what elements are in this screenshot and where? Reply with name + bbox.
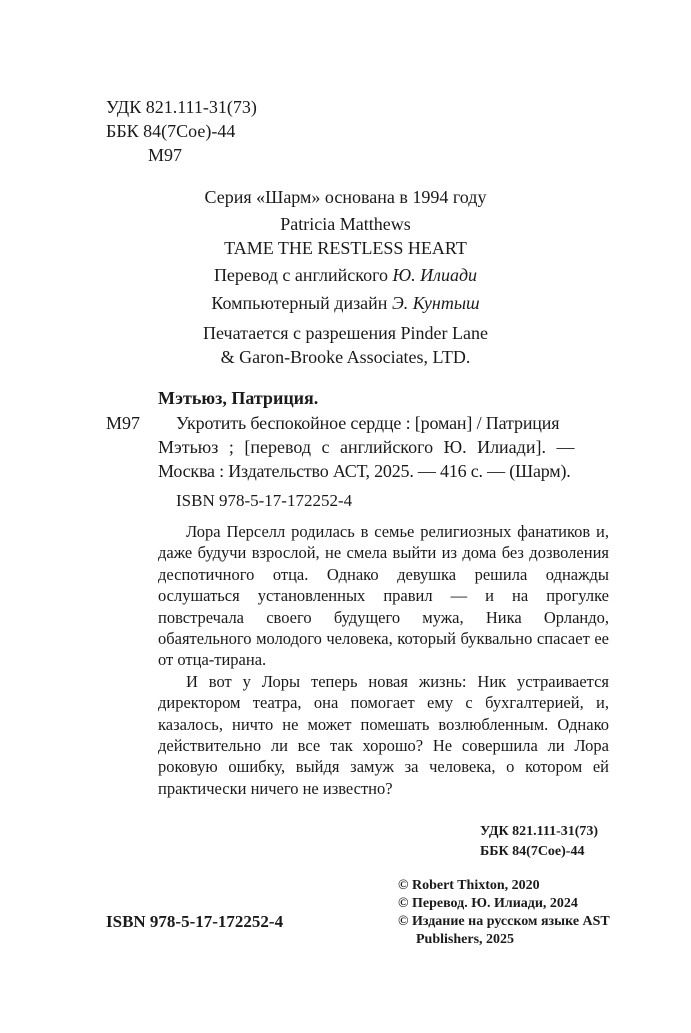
permission-line-2: & Garon-Brooke Associates, LTD. — [220, 347, 471, 367]
author-mark: М97 — [148, 145, 183, 165]
original-author: Patricia Matthews — [280, 214, 411, 234]
annotation — [158, 521, 609, 799]
copyright-line-2: © Перевод. Ю. Илиади, 2024 — [398, 896, 578, 911]
catalog-mark: М97 — [106, 413, 141, 433]
catalog-heading: Мэтьюз, Патриция. — [158, 388, 319, 408]
annotation-paragraph-2: И вот у Лоры теперь новая жизнь: Ник устраивается директором театра, она помогает ему с бухгалтерией, и, казалось, ничто не может помешать возлюбленным. Однако действительно ли все так хорошо? Не совершила ли Лора роковую ошибку, выйдя замуж за человека, о котором ей практически ничего не известно? — [158, 671, 609, 798]
designer-name: Э. Кунтыш — [391, 293, 480, 313]
bbk-code: ББК 84(7Сое)-44 — [106, 121, 236, 141]
copyright-line-3: © Издание на русском языке AST — [398, 914, 610, 929]
design-label: Компьютерный дизайн — [211, 293, 388, 313]
copyright-line-4: Publishers, 2025 — [416, 932, 515, 947]
catalog-isbn: ISBN 978-5-17-172252-4 — [176, 491, 353, 510]
design-credit — [0, 291, 691, 315]
series-note: Серия «Шарм» основана в 1994 году — [204, 187, 487, 207]
catalog-line-3: Москва : Издательство АСТ, 2025. — 416 с. — (Шарм). — [158, 461, 571, 481]
bbk-code-right: ББК 84(7Сое)-44 — [480, 844, 585, 859]
udk-code-right: УДК 821.111-31(73) — [480, 824, 599, 839]
translation-label: Перевод с английского — [213, 265, 389, 285]
permission-line-1: Печатается с разрешения Pinder Lane — [203, 323, 488, 343]
original-title: TAME THE RESTLESS HEART — [224, 238, 467, 258]
catalog-line-1: Укротить беспокойное сердце : [роман] / Патриция — [176, 413, 560, 433]
translation-credit — [0, 263, 691, 287]
catalog-line-2: Мэтьюз ; [перевод с английского Ю. Илиади]. — — [158, 437, 575, 457]
translator-name: Ю. Илиади — [392, 265, 478, 285]
isbn-bottom: ISBN 978-5-17-172252-4 — [106, 912, 284, 931]
copyright-line-1: © Robert Thixton, 2020 — [398, 878, 540, 893]
annotation-paragraph-1: Лора Перселл родилась в семье религиозных фанатиков и, даже будучи взрослой, не смела выйти из дома без дозволения деспотичного отца. Однако девушка решила однажды ослушаться установленных правил — и на прогулке повстречала своего будущего мужа, Ника Орландо, обаятельного молодого человека, который буквально спасает ее от отца-тирана. — [158, 522, 609, 670]
udk-code: УДК 821.111-31(73) — [106, 97, 257, 117]
